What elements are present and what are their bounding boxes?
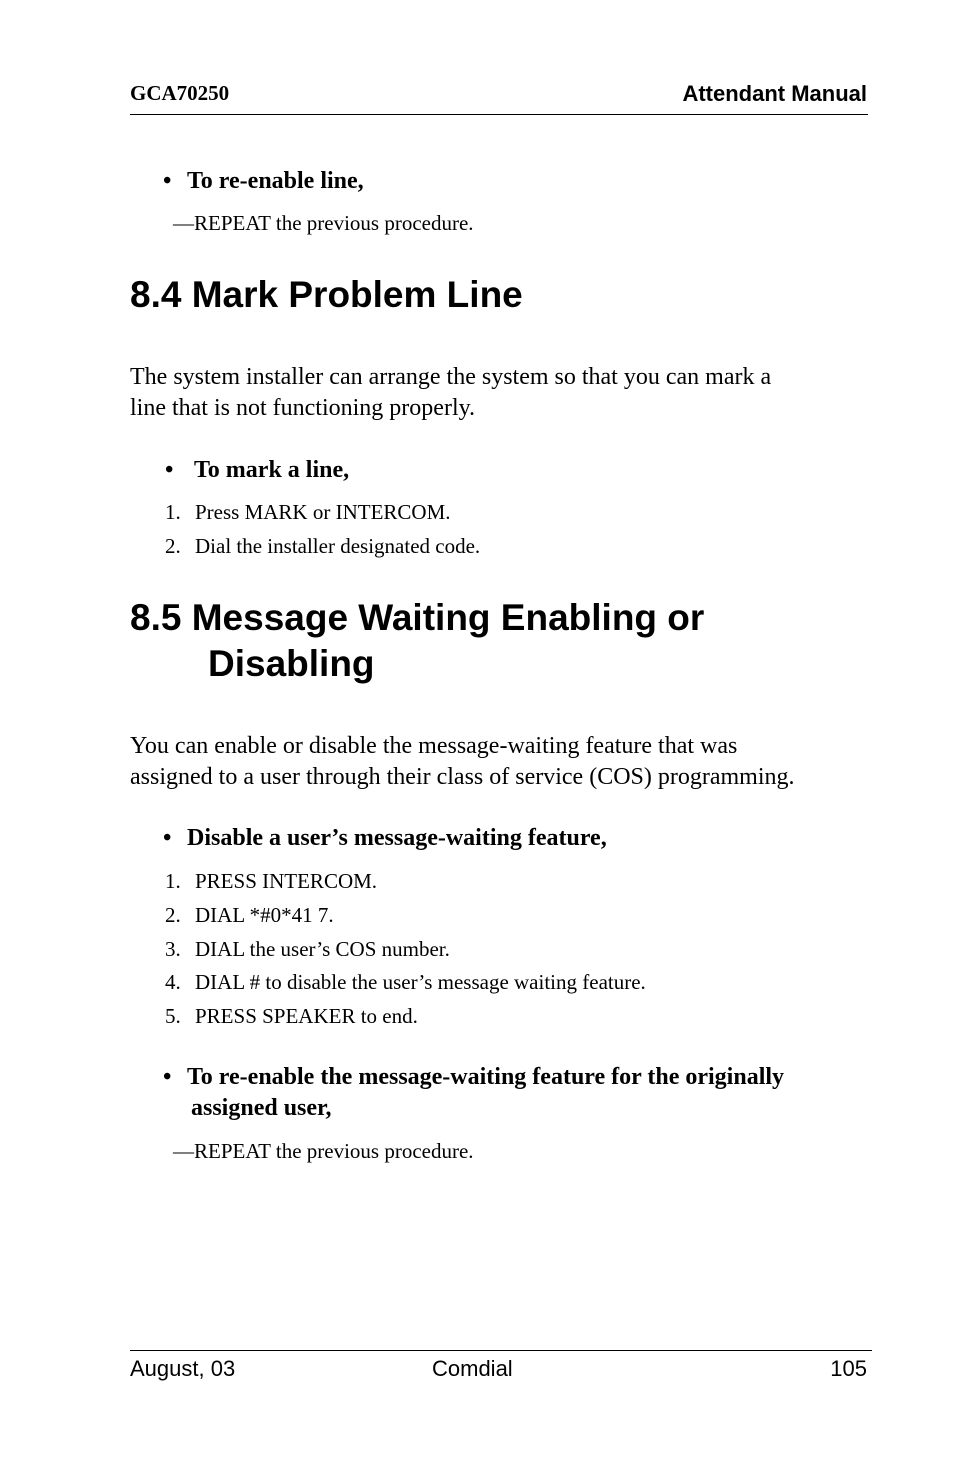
step-item: 3. DIAL the user’s COS number. bbox=[165, 937, 450, 961]
header-doc-id: GCA70250 bbox=[130, 81, 230, 105]
step-item: 1. PRESS INTERCOM. bbox=[165, 869, 378, 893]
bullet-re-enable-message-waiting: • To re-enable the message-waiting feature for the originally bbox=[163, 1064, 785, 1090]
footer-date: August, 03 bbox=[130, 1356, 236, 1381]
header-rule bbox=[130, 114, 868, 115]
section-8-5-heading: 8.5 Message Waiting Enabling or bbox=[130, 597, 705, 638]
bullet-re-enable-line: • To re-enable line, bbox=[163, 168, 364, 194]
step-item: 2. Dial the installer designated code. bbox=[165, 534, 481, 558]
footer-page-number: 105 bbox=[830, 1356, 867, 1381]
section-8-5-intro-line2: assigned to a user through their class of service (COS) programming. bbox=[130, 764, 795, 790]
step-item: 5. PRESS SPEAKER to end. bbox=[165, 1004, 418, 1028]
step-item: 2. DIAL *#0*41 7. bbox=[165, 903, 334, 927]
bullet-dot: • bbox=[163, 1064, 172, 1090]
bullet-dot: • bbox=[165, 457, 174, 483]
header-manual-title: Attendant Manual bbox=[682, 81, 867, 106]
bullet-dot: • bbox=[163, 825, 172, 851]
footer-company: Comdial bbox=[432, 1356, 513, 1381]
bullet-disable-message-waiting: • Disable a user’s message-waiting feature, bbox=[163, 825, 607, 851]
bullet-re-enable-message-waiting-cont: assigned user, bbox=[191, 1095, 332, 1121]
footer-rule bbox=[130, 1350, 872, 1351]
step-item: 1. Press MARK or INTERCOM. bbox=[165, 500, 451, 524]
instruction-repeat: —REPEAT the previous procedure. bbox=[173, 211, 474, 235]
section-8-4-heading: 8.4 Mark Problem Line bbox=[130, 274, 523, 315]
section-8-4-intro-line1: The system installer can arrange the system so that you can mark a bbox=[130, 364, 772, 390]
section-8-5-intro-line1: You can enable or disable the message-waiting feature that was bbox=[130, 733, 738, 759]
section-8-5-heading-cont: Disabling bbox=[208, 643, 375, 684]
instruction-repeat: —REPEAT the previous procedure. bbox=[173, 1139, 474, 1163]
step-item: 4. DIAL # to disable the user’s message waiting feature. bbox=[165, 970, 646, 994]
section-8-4-intro-line2: line that is not functioning properly. bbox=[130, 395, 476, 421]
bullet-mark-line: • To mark a line, bbox=[165, 457, 350, 483]
bullet-dot: • bbox=[163, 168, 172, 194]
